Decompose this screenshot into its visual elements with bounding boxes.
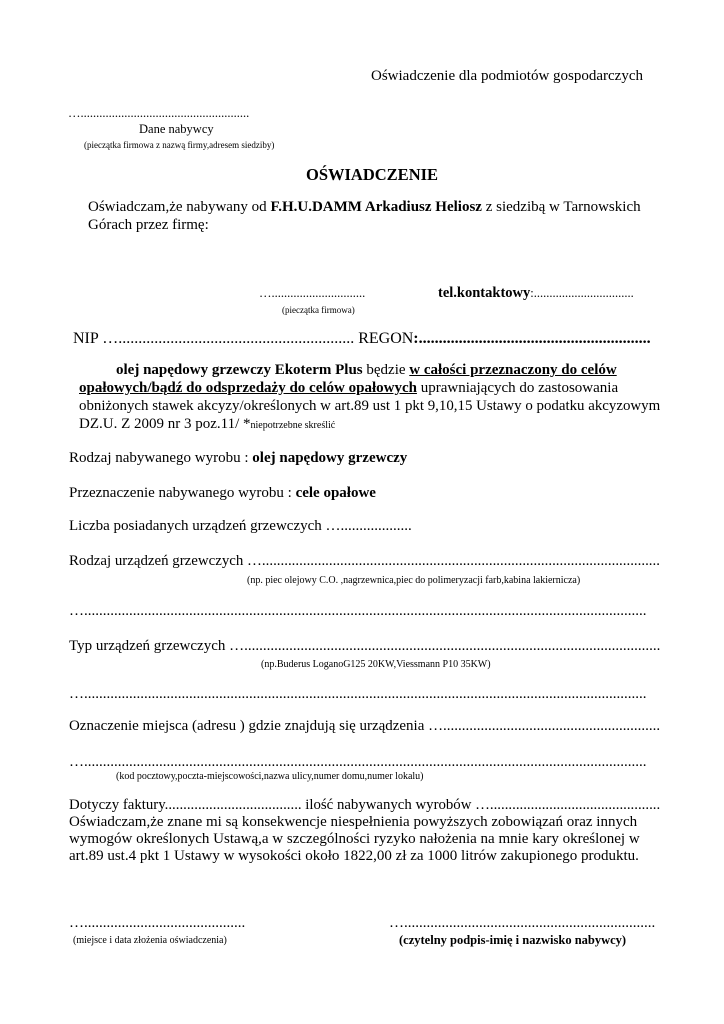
signature-line: …...................................................................	[389, 915, 656, 931]
devices-model-field: Typ urządzeń grzewczych …...............................................................................................................	[69, 638, 661, 654]
seller-company: F.H.U.DAMM Arkadiusz Heliosz	[270, 199, 482, 215]
statement-line-1	[116, 362, 617, 379]
statement-line-3: obniżonych stawek akcyzy/określonych w art.89 ust 1 pkt 9,10,15 Ustawy o podatku akcyzowym	[79, 398, 661, 414]
statement-line-4	[79, 416, 335, 433]
intro-line-1	[88, 199, 641, 216]
statement-legal-ref: DZ.U. Z 2009 nr 3 poz.11/ *	[79, 416, 251, 432]
company-stamp-note: (pieczątka firmowa)	[282, 305, 355, 315]
devices-kind-hint: (np. piec olejowy C.O. ,nagrzewnica,piec do polimeryzacji farb,kabina lakiernicza)	[247, 575, 581, 586]
product-name: olej napędowy grzewczy Ekoterm Plus	[116, 362, 363, 378]
product-type-label: Rodzaj nabywanego wyrobu :	[69, 450, 253, 466]
statement-line-2	[79, 380, 618, 397]
product-type-value: olej napędowy grzewczy	[252, 450, 408, 466]
devices-kind-field: Rodzaj urządzeń grzewczych …...........................................................................................................	[69, 553, 660, 569]
devices-count-field: Liczba posiadanych urządzeń grzewczych …...................	[69, 518, 412, 534]
statement-text-2: uprawniających do zastosowania	[416, 380, 619, 396]
purpose-row	[69, 485, 376, 502]
place-date-line: …...........................................	[69, 915, 246, 931]
purpose-label: Przeznaczenie nabywanego wyrobu :	[69, 485, 296, 501]
phone-field	[438, 285, 634, 302]
closing-line-4: art.89 ust.4 pkt 1 Ustawy w wysokości około 1822,00 zł za 1000 litrów zakupionego produktu.	[69, 848, 639, 864]
form-type-heading: Oświadczenie dla podmiotów gospodarczych	[371, 68, 643, 84]
statement-text-1: będzie	[362, 362, 410, 378]
blank-line-a: …......................................................................................................................................................	[69, 603, 647, 619]
document-title: OŚWIADCZENIE	[306, 165, 439, 184]
closing-line-2: Oświadczam,że znane mi są konsekwencje niespełnienia powyższych zobowiązań oraz innych	[69, 814, 638, 830]
blank-line-b: …......................................................................................................................................................	[69, 686, 647, 702]
footnote-strike: niepotrzebne skreślić	[250, 420, 336, 431]
closing-line-3: wymogów określonych Ustawą,a w szczególności ryzyko nałożenia na mnie kary określonej w	[69, 831, 640, 847]
purpose-part-1: w całości przeznaczony do celów	[409, 362, 617, 378]
regon-dots: :..........................................................	[413, 330, 651, 347]
address-hint: (kod pocztowy,poczta-miejscowości,nazwa ulicy,numer domu,numer lokalu)	[116, 771, 424, 782]
buyer-label: Dane nabywcy	[139, 122, 214, 136]
intro-line-2: Górach przez firmę:	[88, 217, 209, 233]
signature-label: (czytelny podpis-imię i nazwisko nabywcy)	[399, 933, 627, 947]
blank-line-c: …......................................................................................................................................................	[69, 754, 647, 770]
purpose-part-2: opałowych/bądź do odsprzedaży do celów opałowych	[79, 380, 417, 396]
buyer-note: (pieczątka firmowa z nazwą firmy,adresem siedziby)	[84, 140, 275, 150]
company-stamp-line: …..............................	[259, 286, 366, 300]
phone-dots: :................................	[530, 286, 634, 300]
invoice-field: Dotyczy faktury..................................... ilość nabywanych wyrobów …..............................................	[69, 797, 661, 813]
regon-label: REGON	[358, 330, 414, 347]
product-type-row	[69, 450, 407, 467]
place-date-label: (miejsce i data złożenia oświadczenia)	[73, 935, 227, 946]
purpose-value: cele opałowe	[295, 485, 376, 501]
buyer-stamp-line: …......................................................	[68, 106, 250, 120]
intro-text-1: Oświadczam,że nabywany od	[88, 199, 271, 215]
phone-label: tel.kontaktowy	[438, 285, 531, 301]
nip-field: NIP …...........................................................	[73, 330, 355, 347]
devices-model-hint: (np.Buderus LoganoG125 20KW,Viessmann P10 35KW)	[261, 659, 491, 670]
nip-regon-line	[73, 330, 651, 348]
intro-text-2: z siedzibą w Tarnowskich	[481, 199, 641, 215]
location-field: Oznaczenie miejsca (adresu ) gdzie znajdują się urządzenia …..........................................................	[69, 718, 661, 734]
